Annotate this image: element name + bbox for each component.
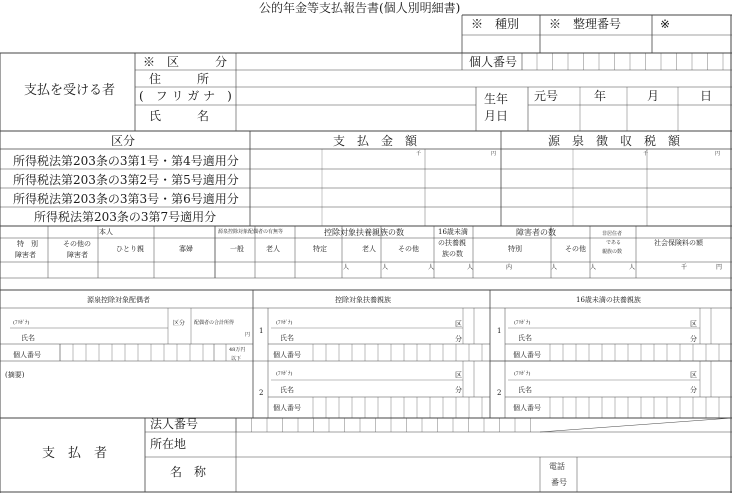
haigusha-umu-header: 源泉控除対象配偶者の有無等 — [218, 229, 284, 235]
rojin-header-1: 老人 — [266, 245, 280, 253]
nin-unit-2: 人 — [382, 264, 389, 271]
u2-ku: 区 — [690, 371, 697, 379]
sen-unit-1: 千 — [416, 151, 422, 157]
tsuki-label: 月 — [647, 89, 660, 103]
u2-shimei: 氏名 — [518, 386, 532, 394]
hikyoju-a: 非居住者 — [602, 231, 623, 237]
kome-label: ※ — [660, 17, 671, 31]
kome-seiri-label: ※ 整理番号 — [549, 17, 622, 31]
u16-header-b: の扶養親 — [438, 239, 466, 247]
sonota-shogai-a: その他の — [63, 240, 91, 248]
gensen-choshu-header: 源 泉 徴 収 税 額 — [548, 134, 681, 148]
denwa-label: 電話 — [549, 462, 565, 471]
fy1-ku: 区 — [455, 320, 462, 328]
kojin-bango-label: 個人番号 — [469, 55, 518, 69]
u2-num: 2 — [497, 389, 502, 397]
shakai-hoken-header: 社会保険料の額 — [654, 239, 703, 247]
tokutei-header: 特定 — [313, 245, 327, 253]
fy2-furigana: (ﾌﾘｶﾞﾅ) — [276, 371, 293, 377]
form-title: 公的年金等支払報告書(個人別明細書) — [259, 1, 461, 15]
kome-kubun-label: ※ 区 分 — [143, 55, 228, 69]
sec-haigusha-heading: 源泉控除対象配偶者 — [87, 296, 150, 304]
row-label-3: 所得税法第203条の3第3号・第6号適用分 — [13, 192, 239, 206]
sonota-header-1: その他 — [398, 245, 419, 253]
sp-gokei: 配偶者の合計所得 — [194, 320, 235, 326]
u1-furigana: (ﾌﾘｶﾞﾅ) — [514, 320, 531, 326]
sen-unit-3: 千 — [681, 264, 688, 271]
en-unit-1: 円 — [491, 151, 497, 157]
bango-label: 番号 — [551, 478, 567, 487]
ippan-header: 一般 — [230, 245, 244, 253]
u1-ku: 区 — [690, 320, 697, 328]
sp-en: 円 — [245, 332, 251, 338]
sp-48man-b: 以下 — [231, 356, 242, 362]
nin-unit-3: 人 — [428, 264, 435, 271]
en-unit-3: 円 — [716, 264, 723, 271]
honnin-header: 本人 — [99, 228, 113, 236]
fy2-ku: 区 — [455, 371, 462, 379]
tokubetsu-shogai-b: 障害者 — [15, 251, 36, 259]
nen-label: 年 — [594, 89, 607, 103]
u1-bun: 分 — [690, 335, 697, 343]
recipient-heading: 支払を受ける者 — [24, 83, 116, 98]
tekiyo-label: (摘要) — [5, 371, 25, 379]
en-unit-2: 円 — [715, 151, 721, 157]
sonota-header-2: その他 — [565, 245, 586, 253]
u1-shimei: 氏名 — [518, 334, 532, 342]
sp-kubun: 区分 — [173, 320, 186, 327]
hi-label: 日 — [700, 89, 713, 103]
fy2-num: 2 — [259, 389, 264, 397]
meisho-label: 名 称 — [170, 465, 207, 479]
nin-unit-5: 人 — [551, 264, 558, 271]
sp-48man-a: 48万円 — [229, 347, 246, 353]
fy2-shimei: 氏名 — [280, 386, 294, 394]
fy1-kojin-bango: 個人番号 — [273, 351, 301, 359]
u2-bun: 分 — [690, 386, 697, 394]
payer-heading: 支 払 者 — [42, 446, 108, 461]
sp-kojin-bango: 個人番号 — [13, 351, 41, 359]
kafu-header: 寡婦 — [179, 245, 193, 253]
u2-furigana: (ﾌﾘｶﾞﾅ) — [514, 371, 531, 377]
nin-unit-6: 人 — [590, 264, 597, 271]
sec-fuyo-heading: 控除対象扶養親族 — [335, 296, 391, 304]
sec-u16-heading: 16歳未満の扶養親族 — [576, 296, 641, 304]
fy1-num: 1 — [259, 327, 264, 335]
furigana-label: ( フ リ ガ ナ ) — [139, 89, 232, 103]
hikyoju-c: 親族の数 — [602, 249, 623, 255]
u2-kojin-bango: 個人番号 — [513, 404, 541, 412]
shimei-label: 氏 名 — [149, 109, 210, 123]
jusho-label: 住 所 — [149, 72, 210, 86]
fuyo-kazu-header: 控除対象扶養親族の数 — [324, 228, 404, 237]
grid-line-192 — [540, 418, 732, 432]
sp-shimei: 氏名 — [21, 334, 35, 342]
row-label-4: 所得税法第203条の3第7号適用分 — [34, 210, 217, 224]
kubun-header: 区分 — [111, 134, 136, 148]
gappi-label: 月日 — [484, 109, 509, 123]
kome-shubetsu-label: ※ 種別 — [471, 17, 520, 31]
nin-unit-7: 人 — [629, 264, 636, 271]
fy1-furigana: (ﾌﾘｶﾞﾅ) — [276, 320, 293, 326]
fy1-shimei: 氏名 — [280, 334, 294, 342]
hojin-bango-label: 法人番号 — [150, 417, 199, 431]
u16-header-c: 族の数 — [442, 250, 463, 258]
row-label-2: 所得税法第203条の3第2号・第5号適用分 — [13, 173, 239, 187]
shogaisha-header: 障害者の数 — [516, 228, 556, 237]
nai-unit: 内 — [506, 264, 513, 271]
shozaichi-label: 所在地 — [150, 437, 187, 451]
rojin-header-2: 老人 — [362, 245, 376, 253]
row-label-1: 所得税法第203条の3第1号・第4号適用分 — [13, 154, 239, 168]
hikyoju-b: である — [606, 240, 622, 246]
sen-unit-2: 千 — [643, 151, 649, 157]
fy1-bun: 分 — [455, 335, 462, 343]
tokubetsu-header: 特別 — [508, 245, 522, 253]
nin-unit-4: 人 — [467, 264, 474, 271]
sp-furigana: (ﾌﾘｶﾞﾅ) — [13, 320, 30, 326]
fy2-bun: 分 — [455, 386, 462, 394]
u16-header-a: 16歳未満 — [438, 228, 468, 236]
u1-kojin-bango: 個人番号 — [513, 351, 541, 359]
tokubetsu-shogai-a: 特 別 — [17, 240, 38, 248]
nin-unit-1: 人 — [343, 264, 350, 271]
sonota-shogai-b: 障害者 — [67, 251, 88, 259]
u1-num: 1 — [497, 327, 502, 335]
fy2-kojin-bango: 個人番号 — [273, 404, 301, 412]
gengo-label: 元号 — [534, 89, 559, 103]
shiharai-kingaku-header: 支 払 金 額 — [333, 134, 418, 148]
seinen-label: 生年 — [484, 92, 509, 106]
hitorioya-header: ひとり親 — [116, 245, 144, 253]
